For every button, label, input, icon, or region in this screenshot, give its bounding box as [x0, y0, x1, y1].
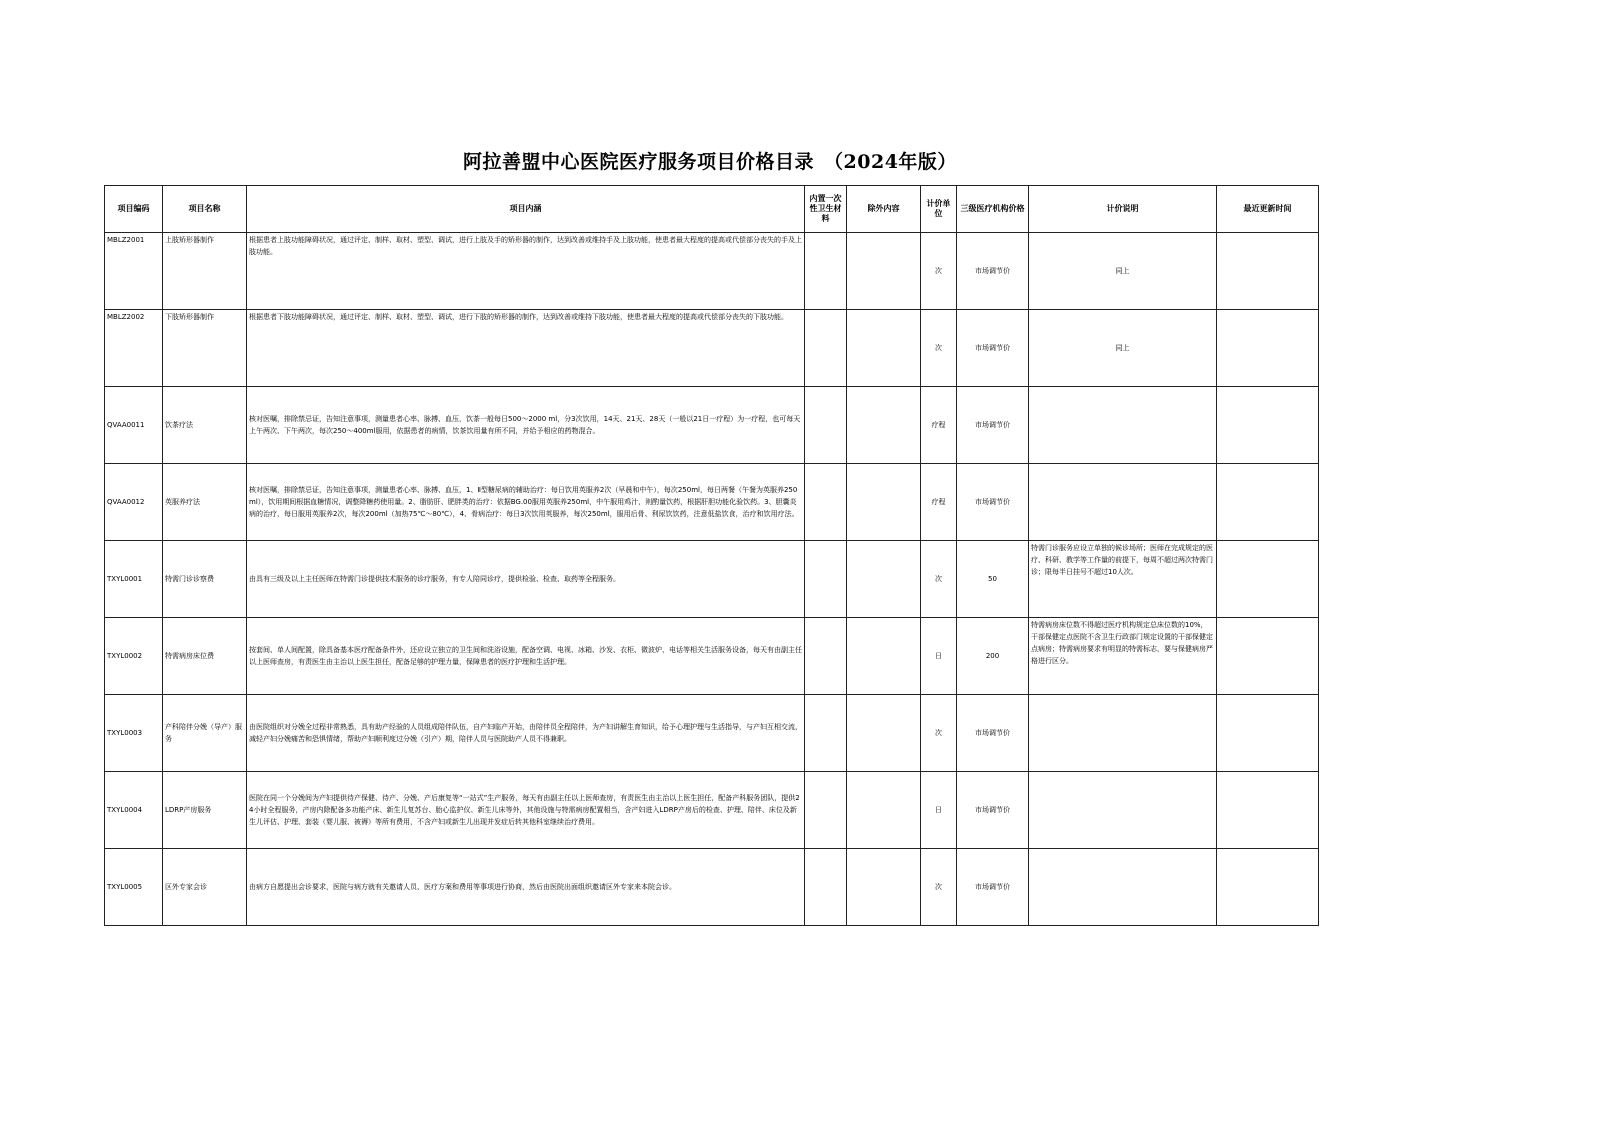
cell-unit: 次 [921, 849, 957, 926]
cell-desc: 特需门诊服务应设立单独的候诊场所；医师在完成规定的医疗、科研、教学等工作量的前提下，每周不超过两次特需门诊；限每半日挂号不超过10人次。 [1029, 541, 1217, 618]
cell-name: 英服养疗法 [163, 464, 247, 541]
table-row [105, 310, 1319, 387]
cell-code: TXYL0001 [105, 541, 163, 618]
cell-material [805, 695, 847, 772]
cell-material [805, 464, 847, 541]
cell-material [805, 849, 847, 926]
cell-desc [1029, 849, 1217, 926]
cell-desc [1029, 464, 1217, 541]
cell-updated [1217, 772, 1319, 849]
cell-content: 由病方自愿提出会诊要求，医院与病方就有关邀请人员、医疗方案和费用等事项进行协商，然后由医院出面组织邀请区外专家来本院会诊。 [247, 849, 805, 926]
table-row [105, 464, 1319, 541]
table-row [105, 541, 1319, 618]
cell-except [847, 387, 921, 464]
cell-unit: 次 [921, 695, 957, 772]
cell-content: 核对医嘱，排除禁忌证，告知注意事项，测量患者心率、脉搏、血压，1、Ⅱ型糖尿病的辅助治疗：每日饮用英服养2次（早晨和中午），每次250ml，每日两餐（午餐为英服养250ml），饮用期间根据血糖情况，调整降糖药使用量。2、脂肪肝、肥胖类的治疗：依据BG.00服用英服养250ml，中午服用鸡汁，则酌量饮药，根据肝胆功能化验饮药。3、胆囊炎病的治疗，每日服用英服养2次，每次200ml（加热75℃～80℃），4、骨病治疗：每日3次饮用英服养，每次250ml，服用后骨、利尿饮饮药，注意低盐饮食，治疗和饮用疗法。 [247, 464, 805, 541]
cell-content: 按套间、单人间配置，除具备基本医疗配备条件外，还应设立独立的卫生间和洗浴设施，配备空调、电视、冰箱、沙发、衣柜、微波炉、电话等相关生活服务设备，每天有由副主任以上医师查房，有责医生由主治以上医生担任，配备足够的护理力量，保障患者的医疗护理和生活护理。 [247, 618, 805, 695]
cell-updated [1217, 387, 1319, 464]
cell-unit: 疗程 [921, 387, 957, 464]
cell-material [805, 772, 847, 849]
cell-unit: 疗程 [921, 464, 957, 541]
cell-price: 50 [957, 541, 1029, 618]
cell-price: 市场调节价 [957, 772, 1029, 849]
cell-desc [1029, 695, 1217, 772]
cell-name: LDRP产房服务 [163, 772, 247, 849]
cell-unit: 次 [921, 541, 957, 618]
header-content: 项目内涵 [247, 186, 805, 233]
cell-desc [1029, 387, 1217, 464]
cell-updated [1217, 464, 1319, 541]
header-price: 三级医疗机构价格 [957, 186, 1029, 233]
cell-content: 根据患者下肢功能障碍状况，通过评定、制样、取材、塑型、调试，进行下肢的矫形器的制作，达到改善或维持下肢功能，使患者最大程度的提高或代偿部分丧失的下肢功能。 [247, 310, 805, 387]
cell-material [805, 310, 847, 387]
cell-material [805, 541, 847, 618]
cell-except [847, 618, 921, 695]
cell-price: 市场调节价 [957, 233, 1029, 310]
cell-updated [1217, 541, 1319, 618]
cell-except [847, 464, 921, 541]
cell-except [847, 541, 921, 618]
cell-price: 市场调节价 [957, 695, 1029, 772]
cell-content: 医院在同一个分娩间为产妇提供待产保健、待产、分娩、产后康复等“一站式”生产服务，每天有由副主任以上医师查房，有责医生由主治以上医生担任，配备产科服务团队，提供24小时全程服务，产房内除配备多功能产床、新生儿复苏台、胎心监护仪、新生儿床等外，其他设施与特需病房配置相当，含产妇进入LDRP产房后的检查、护理、陪伴、床位及新生儿评估、护理、套装（婴儿服、被褥）等所有费用，不含产妇或新生儿出现并发症后转其他科室继续治疗费用。 [247, 772, 805, 849]
cell-name: 饮茶疗法 [163, 387, 247, 464]
header-material: 内置一次性卫生材料 [805, 186, 847, 233]
cell-updated [1217, 310, 1319, 387]
table-header-row [105, 186, 1319, 233]
header-name: 项目名称 [163, 186, 247, 233]
cell-material [805, 387, 847, 464]
page-title: 阿拉善盟中心医院医疗服务项目价格目录 （2024年版） [463, 151, 957, 173]
header-except: 除外内容 [847, 186, 921, 233]
cell-unit: 日 [921, 618, 957, 695]
cell-code: QVAA0012 [105, 464, 163, 541]
cell-unit: 次 [921, 233, 957, 310]
cell-name: 上肢矫形器制作 [163, 233, 247, 310]
cell-desc: 同上 [1029, 310, 1217, 387]
cell-updated [1217, 233, 1319, 310]
cell-code: TXYL0005 [105, 849, 163, 926]
cell-unit: 日 [921, 772, 957, 849]
cell-name: 产科陪伴分娩（导产）服务 [163, 695, 247, 772]
cell-desc [1029, 772, 1217, 849]
cell-price: 市场调节价 [957, 849, 1029, 926]
cell-content: 由医院组织对分娩全过程非常熟悉，具有助产经验的人员组成陪伴队伍，自产妇临产开始，由陪伴员全程陪伴，为产妇讲解生育知识，给予心理护理与生活指导，与产妇互相交流，减轻产妇分娩痛苦和恐惧情绪，帮助产妇顺利度过分娩（引产）期，陪伴人员与医院助产人员不得兼职。 [247, 695, 805, 772]
cell-code: TXYL0003 [105, 695, 163, 772]
cell-price: 市场调节价 [957, 310, 1029, 387]
table-row [105, 695, 1319, 772]
cell-code: QVAA0011 [105, 387, 163, 464]
cell-name: 特需门诊诊察费 [163, 541, 247, 618]
cell-code: MBLZ2002 [105, 310, 163, 387]
table-row [105, 772, 1319, 849]
cell-except [847, 849, 921, 926]
cell-desc: 特需病房床位数不得超过医疗机构规定总床位数的10%，干部保健定点医院不含卫生行政部门规定设置的干部保健定点病房；特需病房要求有明显的特需标志，要与保健病房严格进行区分。 [1029, 618, 1217, 695]
cell-price: 市场调节价 [957, 464, 1029, 541]
cell-content: 根据患者上肢功能障碍状况，通过评定、制样、取材、塑型、调试，进行上肢及手的矫形器的制作，达到改善或维持手及上肢功能，使患者最大程度的提高或代偿部分丧失的手及上肢功能。 [247, 233, 805, 310]
table-row [105, 233, 1319, 310]
price-table [104, 185, 1319, 926]
table-row [105, 618, 1319, 695]
cell-name: 下肢矫形器制作 [163, 310, 247, 387]
header-code: 项目编码 [105, 186, 163, 233]
cell-code: TXYL0004 [105, 772, 163, 849]
cell-price: 200 [957, 618, 1029, 695]
header-updated: 最近更新时间 [1217, 186, 1319, 233]
cell-material [805, 618, 847, 695]
cell-desc: 同上 [1029, 233, 1217, 310]
cell-name: 区外专家会诊 [163, 849, 247, 926]
cell-updated [1217, 618, 1319, 695]
cell-material [805, 233, 847, 310]
cell-code: MBLZ2001 [105, 233, 163, 310]
cell-except [847, 233, 921, 310]
cell-updated [1217, 849, 1319, 926]
cell-updated [1217, 695, 1319, 772]
cell-price: 市场调节价 [957, 387, 1029, 464]
cell-except [847, 695, 921, 772]
cell-content: 由具有三级及以上主任医师在特需门诊提供技术服务的诊疗服务，有专人陪同诊疗，提供检验、检查、取药等全程服务。 [247, 541, 805, 618]
cell-except [847, 310, 921, 387]
cell-except [847, 772, 921, 849]
header-unit: 计价单位 [921, 186, 957, 233]
table-row [105, 387, 1319, 464]
header-desc: 计价说明 [1029, 186, 1217, 233]
cell-name: 特需病房床位费 [163, 618, 247, 695]
cell-unit: 次 [921, 310, 957, 387]
cell-code: TXYL0002 [105, 618, 163, 695]
table-row [105, 849, 1319, 926]
cell-content: 核对医嘱，排除禁忌证，告知注意事项，测量患者心率、脉搏、血压，饮茶一般每日500～2000 ml，分3次饮用，14天、21天、28天（一般以21日一疗程）为一疗程，也可每天上午两次、下午两次，每次250～400ml服用，依据患者的病情，饮茶饮用量有所不同，并给予相应的药物混合。 [247, 387, 805, 464]
